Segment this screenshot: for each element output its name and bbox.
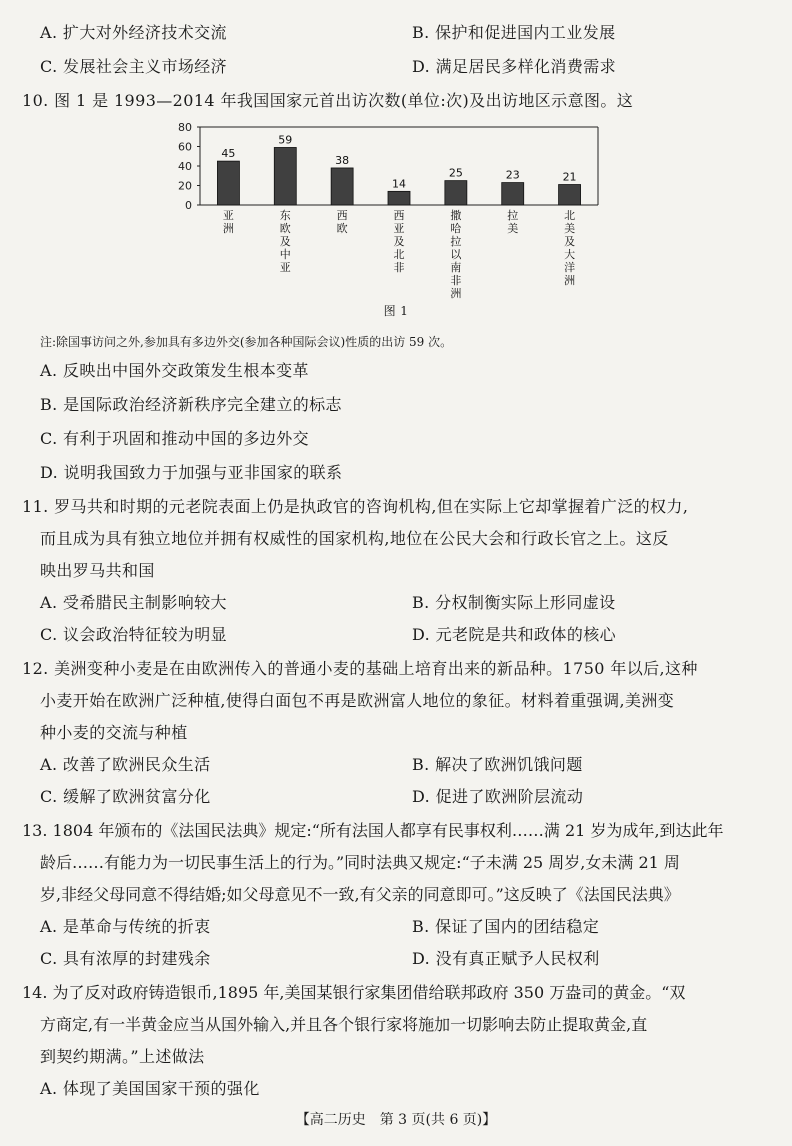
bar-value-label: 14 — [392, 177, 406, 191]
y-tick-label: 20 — [178, 179, 192, 193]
q13-stem-line: 岁,非经父母同意不得结婚;如父母意见不一致,有父亲的同意即可。”这反映了《法国民法典》 — [40, 885, 680, 904]
chart-bars — [217, 147, 580, 205]
q14-stem-line: 14. 为了反对政府铸造银币,1895 年,美国某银行家集团借给联邦政府 350 万盎司的黄金。“双 — [22, 983, 686, 1002]
q13-option-a: A. 是革命与传统的折衷 — [40, 917, 211, 936]
x-tick-label: 东欧及中亚 — [279, 209, 291, 274]
q9-option-d: D. 满足居民多样化消费需求 — [412, 57, 617, 76]
q11-option-b: B. 分权制衡实际上形同虚设 — [412, 593, 616, 612]
bar — [274, 147, 296, 205]
q12-option-a: A. 改善了欧洲民众生活 — [40, 755, 211, 774]
x-tick-label: 西欧 — [336, 209, 348, 235]
x-tick-label: 拉美 — [507, 209, 519, 235]
x-tick-label: 北美及大洋洲 — [564, 209, 576, 287]
q11-stem-line: 映出罗马共和国 — [40, 561, 155, 580]
bar-value-label: 25 — [448, 166, 463, 180]
figure-caption: 图 1 — [383, 304, 409, 318]
q9-option-b: B. 保护和促进国内工业发展 — [412, 23, 616, 42]
q14-stem-line: 方商定,有一半黄金应当从国外输入,并且各个银行家将施加一切影响去防止提取黄金,直 — [40, 1015, 648, 1034]
q12-stem-line: 种小麦的交流与种植 — [40, 723, 188, 742]
q13-option-c: C. 具有浓厚的封建残余 — [40, 949, 211, 968]
bar — [502, 183, 524, 205]
q12-stem-line: 12. 美洲变种小麦是在由欧洲传入的普通小麦的基础上培育出来的新品种。1750 年以后,这种 — [22, 659, 698, 678]
q10-option-d: D. 说明我国致力于加强与亚非国家的联系 — [40, 463, 343, 482]
bar-value-label: 23 — [505, 168, 520, 182]
q12-option-b: B. 解决了欧洲饥饿问题 — [412, 755, 583, 774]
bar — [445, 181, 467, 205]
q10-option-a: A. 反映出中国外交政策发生根本变革 — [40, 361, 309, 380]
bar — [388, 191, 410, 205]
q10-option-b: B. 是国际政治经济新秩序完全建立的标志 — [40, 395, 342, 414]
x-tick-label: 撒哈拉以南非洲 — [450, 209, 462, 300]
y-tick-label: 60 — [178, 140, 192, 154]
y-tick-label: 40 — [178, 160, 192, 173]
bar-chart — [0, 0, 792, 330]
bar — [217, 161, 239, 205]
q10-option-c: C. 有利于巩固和推动中国的多边外交 — [40, 429, 310, 448]
bar-value-label: 21 — [562, 170, 577, 184]
q10-stem: 10. 图 1 是 1993—2014 年我国国家元首出访次数(单位:次)及出访地区示意图。这 — [22, 91, 634, 110]
q13-stem-line: 13. 1804 年颁布的《法国民法典》规定:“所有法国人都享有民事权利……满 21 岁为成年,到达此年 — [22, 821, 724, 840]
y-tick-label: 80 — [178, 121, 192, 134]
x-tick-label: 西亚及北非 — [393, 209, 405, 274]
page-footer: 【高二历史 第 3 页(共 6 页)】 — [295, 1112, 497, 1128]
q9-option-a: A. 扩大对外经济技术交流 — [40, 23, 227, 42]
q12-option-c: C. 缓解了欧洲贫富分化 — [40, 787, 211, 806]
q11-stem-line: 而且成为具有独立地位并拥有权威性的国家机构,地位在公民大会和行政长官之上。这反 — [40, 529, 669, 548]
q14-stem-line: 到契约期满。”上述做法 — [40, 1047, 205, 1066]
bar — [559, 185, 581, 205]
q11-option-d: D. 元老院是共和政体的核心 — [412, 625, 617, 644]
q14-option-a: A. 体现了美国国家干预的强化 — [40, 1079, 260, 1098]
q10-note: 注:除国事访问之外,参加具有多边外交(参加各种国际会议)性质的出访 59 次。 — [40, 335, 453, 349]
bar-value-label: 45 — [221, 147, 236, 161]
q11-option-a: A. 受希腊民主制影响较大 — [40, 593, 227, 612]
q11-option-c: C. 议会政治特征较为明显 — [40, 625, 228, 644]
q12-stem-line: 小麦开始在欧洲广泛种植,使得白面包不再是欧洲富人地位的象征。材料着重强调,美洲变 — [40, 691, 675, 710]
bar-value-label: 38 — [335, 153, 350, 167]
q9-option-c: C. 发展社会主义市场经济 — [40, 57, 228, 76]
x-tick-label: 亚洲 — [222, 209, 234, 235]
q13-option-b: B. 保证了国内的团结稳定 — [412, 917, 600, 936]
q12-option-d: D. 促进了欧洲阶层流动 — [412, 787, 584, 806]
q13-stem-line: 龄后……有能力为一切民事生活上的行为。”同时法典又规定:“子未满 25 周岁,女未满 21 周 — [40, 853, 680, 872]
q11-stem-line: 11. 罗马共和时期的元老院表面上仍是执政官的咨询机构,但在实际上它却掌握着广泛的权力, — [22, 497, 689, 516]
bar-value-label: 59 — [278, 133, 293, 147]
bar — [331, 168, 353, 205]
y-tick-label: 0 — [185, 199, 192, 212]
q13-option-d: D. 没有真正赋予人民权利 — [412, 949, 600, 968]
